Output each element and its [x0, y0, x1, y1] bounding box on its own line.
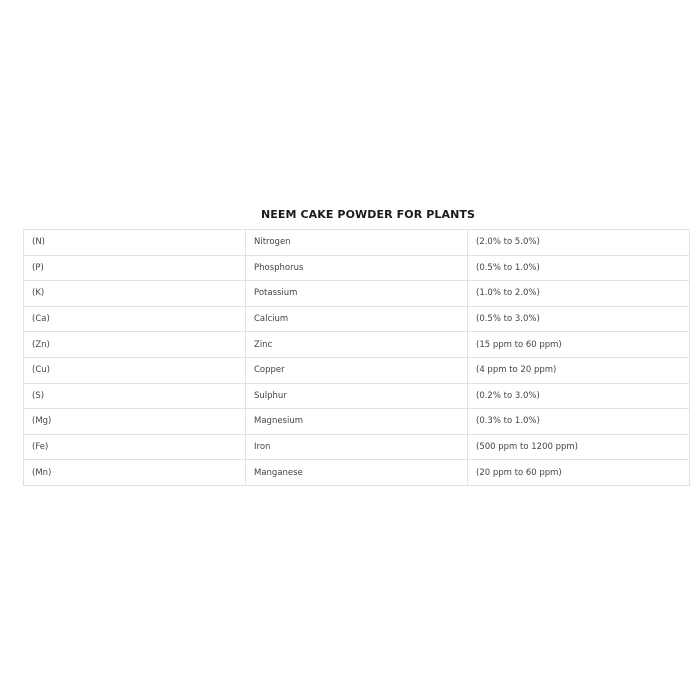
nutrient-symbol: (Mg)	[24, 409, 246, 435]
nutrient-name: Phosphorus	[246, 255, 468, 281]
nutrient-range: (4 ppm to 20 ppm)	[468, 357, 690, 383]
nutrient-range: (0.5% to 1.0%)	[468, 255, 690, 281]
table-row	[24, 230, 690, 256]
table-row	[24, 332, 690, 358]
table-row	[24, 460, 690, 486]
nutrient-range: (15 ppm to 60 ppm)	[468, 332, 690, 358]
nutrient-name: Iron	[246, 434, 468, 460]
nutrient-symbol: (Zn)	[24, 332, 246, 358]
nutrient-range: (20 ppm to 60 ppm)	[468, 460, 690, 486]
nutrient-name: Zinc	[246, 332, 468, 358]
table-row	[24, 434, 690, 460]
nutrient-range: (2.0% to 5.0%)	[468, 230, 690, 256]
nutrient-range: (500 ppm to 1200 ppm)	[468, 434, 690, 460]
table-row	[24, 306, 690, 332]
nutrient-range: (1.0% to 2.0%)	[468, 281, 690, 307]
nutrient-range: (0.3% to 1.0%)	[468, 409, 690, 435]
page-title: NEEM CAKE POWDER FOR PLANTS	[260, 208, 476, 221]
nutrient-name: Potassium	[246, 281, 468, 307]
nutrient-name: Manganese	[246, 460, 468, 486]
nutrient-symbol: (S)	[24, 383, 246, 409]
nutrient-name: Nitrogen	[246, 230, 468, 256]
nutrient-symbol: (Mn)	[24, 460, 246, 486]
nutrient-symbol: (K)	[24, 281, 246, 307]
nutrient-symbol: (Fe)	[24, 434, 246, 460]
table-row	[24, 383, 690, 409]
nutrient-symbol: (Cu)	[24, 357, 246, 383]
nutrient-name: Calcium	[246, 306, 468, 332]
nutrient-symbol: (Ca)	[24, 306, 246, 332]
nutrient-name: Sulphur	[246, 383, 468, 409]
table-row	[24, 281, 690, 307]
nutrient-table	[23, 229, 690, 486]
nutrient-name: Magnesium	[246, 409, 468, 435]
nutrient-symbol: (P)	[24, 255, 246, 281]
table-row	[24, 255, 690, 281]
nutrient-name: Copper	[246, 357, 468, 383]
nutrient-symbol: (N)	[24, 230, 246, 256]
table-row	[24, 357, 690, 383]
nutrient-range: (0.2% to 3.0%)	[468, 383, 690, 409]
table-row	[24, 409, 690, 435]
nutrient-range: (0.5% to 3.0%)	[468, 306, 690, 332]
